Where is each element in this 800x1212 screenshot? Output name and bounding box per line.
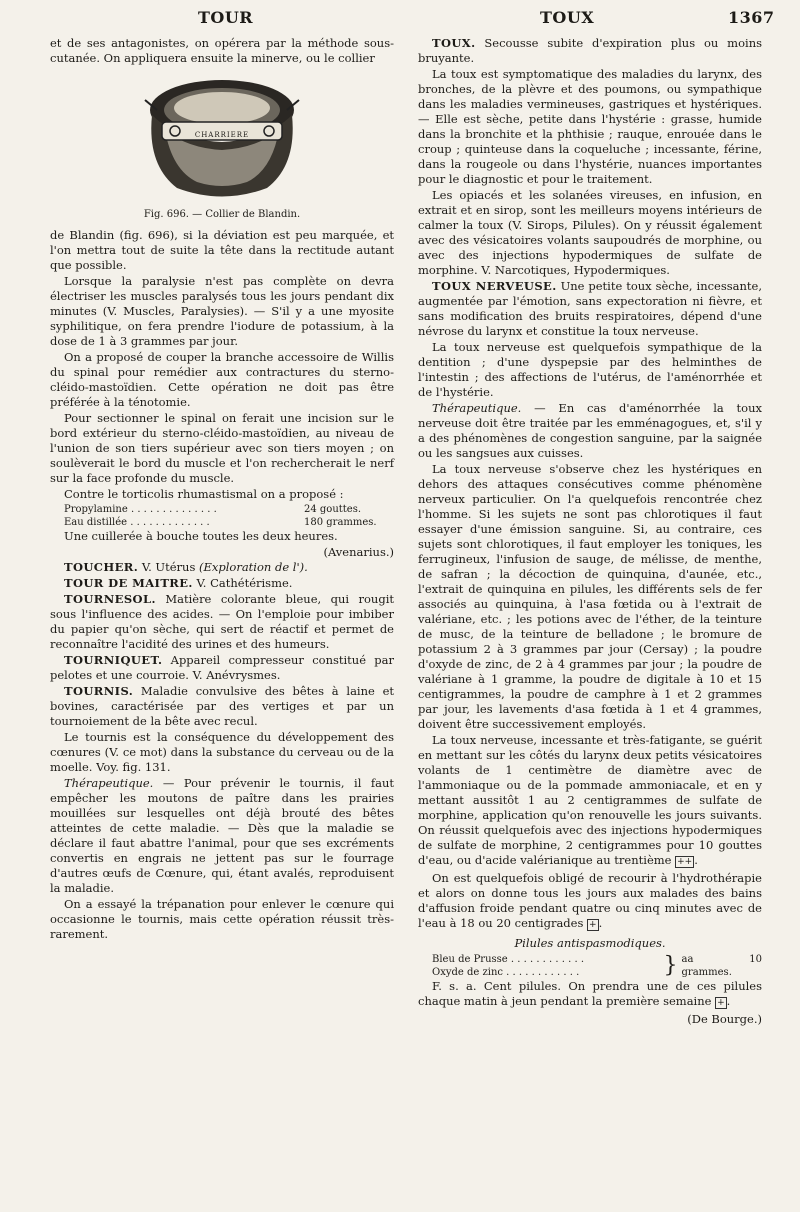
page-number: 1367 xyxy=(728,8,775,27)
formula-title: Pilules antispasmodiques. xyxy=(514,936,666,950)
paragraph: La toux nerveuse s'observe chez les hystériques en dehors des attaques consécutives comme phénomène nerveux particulier. On l'a quelquefois rencontrée chez l'homme. Si les sujets ne sont pas chlorotiques il faut essayer d'une émission sanguine. Si, au contraire, ces sujets sont chlorotiques, il faut employer les toniques, les ferrugineux, l'infusion de sauge, de mélisse, de menthe, de safran ; la décoction de quinquina, d'aunée, etc., l'extrait de quinquina en pilules, les différents sels de fer associés au quinquina, à l'asa fœtida ou à l'extrait de valériane, etc. ; les potions avec de l'éther, de la teinture de musc, de la teinture de belladone ; le bromure de potassium 2 à 3 grammes par jour (Cersay) ; la poudre d'oxyde de zinc, de 2 à 4 grammes par jour ; la poudre de valériane à 1 gramme, la poudre de digitale à 10 et 15 centigrammes, la poudre de camphre à 1 et 2 grammes par jour, les lavements d'asa fœtida à 1 et 4 grammes, doivent être successivement employés. xyxy=(418,462,762,731)
prescription-line xyxy=(50,516,394,529)
paragraph: On est quelquefois obligé de recourir à l'hydrothérapie et alors on donne tous les jours aux malades des bains d'affusion froide pendant quatre ou cinq minutes avec de l'eau à 18 ou 20 centigrades + . xyxy=(418,871,762,930)
headword: TOUR DE MAITRE. xyxy=(64,576,193,590)
source-citation: (De Bourge.) xyxy=(687,1012,762,1026)
paragraph: On a essayé la trépanation pour enlever le cœnure qui occasionne le tournis, mais cette opération réussit très-rarement. xyxy=(50,897,394,941)
entry-text: V. Utérus xyxy=(141,560,196,574)
running-head-center: TOUX xyxy=(540,8,595,27)
entry-text: Secousse subite d'expiration plus ou moins bruyante. xyxy=(418,36,762,65)
fraction-symbol: + xyxy=(589,920,597,930)
paragraph xyxy=(50,776,394,896)
headword: TOURNIS. xyxy=(64,684,134,698)
paragraph-text: On est quelquefois obligé de recourir à l'hydrothérapie et alors on donne tous les jours aux malades des bains d'affusion froide pendant quatre ou cinq minutes avec de l'eau à 18 ou 20 centigrades xyxy=(418,871,762,930)
paragraph: On a proposé de couper la branche accessoire de Willis du spinal pour remédier aux contractures du sterno-cléido-mastoïdien. Cette opération ne doit pas être préférée à la ténotomie. xyxy=(50,350,394,409)
ingredient-list xyxy=(432,953,660,979)
fraction-symbol: + xyxy=(717,998,725,1008)
entry-toux-nerveuse xyxy=(418,279,762,339)
headword: TOUX NERVEUSE. xyxy=(432,279,557,293)
headword: TOURNESOL. xyxy=(64,592,156,606)
entry-text: Une petite toux sèche, incessante, augmentée par l'émotion, sans expectoration ni fièvre, et sans modification des bruits respiratoires, dépend d'une névrose du larynx et constitue la toux nerveuse. xyxy=(418,279,762,338)
entry-reference: (Exploration de l'). xyxy=(199,560,308,574)
ingredient: Propylamine . . . . . . . . . . . . . . xyxy=(64,504,217,515)
paragraph: Une cuillerée à bouche toutes les deux heures. xyxy=(64,529,338,543)
source-citation: (Avenarius.) xyxy=(323,545,394,559)
paragraph-text: F. s. a. Cent pilules. On prendra une de ces pilules chaque matin à jeun pendant la première semaine xyxy=(418,979,762,1008)
figure-stamp: CHARRIERE xyxy=(194,131,250,139)
subheading: Thérapeutique. xyxy=(432,401,522,415)
paragraph: La toux nerveuse, incessante et très-fatigante, se guérit en mettant sur les côtés du larynx deux petits vésicatoires volants de 1 centimètre de diamètre avec de l'ammoniaque ou de la pommade ammoniacale, et en y mettant aussitôt 1 au 2 centigrammes de sulfate de morphine, application qu'on renouvelle les jours suivants. On réussit quelquefois avec des injections hypodermiques de sulfate de morphine, 2 centigrammes pour 10 gouttes d'eau, ou d'acide valérianique au trentième ++ . xyxy=(418,733,762,867)
right-column xyxy=(418,36,762,1027)
brace-icon: } xyxy=(663,953,678,978)
entry-text: Matière colorante bleue, qui rougit sous l'influence des acides. — On l'emploie pour imbiber du papier qu'on sèche, qui sert de réactif et permet de reconnaître l'acidité des urines et des humeurs. xyxy=(50,592,395,651)
entry-tournis xyxy=(50,684,394,729)
paragraph: Pour sectionner le spinal on ferait une incision sur le bord extérieur du sterno-cléido-mastoïdien, au niveau de l'union de son tiers supérieur avec son tiers moyen ; on soulèverait le bord du muscle et l'on rechercherait le nerf sur la face profonde du muscle. xyxy=(50,411,394,485)
paragraph: Les opiacés et les solanées vireuses, en infusion, en extrait et en sirop, sont les meilleurs moyens intérieurs de calmer la toux (V. Sirops, Pilules). On y réussit également avec des vésicatoires volants saupoudrés de morphine, ou avec des injections hypodermiques de sulfate de morphine. V. Narcotiques, Hypodermiques. xyxy=(418,188,762,277)
paragraph: Le tournis est la conséquence du développement des cœnures (V. ce mot) dans la substance du cerveau ou de la moelle. Voy. fig. 131. xyxy=(50,730,394,774)
entry-text: Appareil compresseur constitué par pelotes et une courroie. V. Anévrysmes. xyxy=(50,653,395,682)
paragraph-text: — En cas d'aménorrhée la toux nerveuse doit être traitée par les emménagogues, et, s'il y a des phénomènes de congestion sanguine, par la saignée ou les sangsues aux cuisses. xyxy=(418,401,762,460)
paragraph: de Blandin (fig. 696), si la déviation est peu marquée, et l'on mettra tout de suite la tête dans la rectitude autant que possible. xyxy=(50,228,394,272)
entry-toux xyxy=(418,36,762,66)
running-head-left: TOUR xyxy=(198,8,254,27)
paragraph-text: La toux nerveuse, incessante et très-fatigante, se guérit en mettant sur les côtés du larynx deux petits vésicatoires volants de 1 centimètre de diamètre avec de l'ammoniaque ou de la pommade ammoniacale, et en y mettant aussitôt 1 au 2 centigrammes de sulfate de morphine, application qu'on renouvelle les jours suivants. On réussit quelquefois avec des injections hypodermiques de sulfate de morphine, 2 centigrammes pour 10 gouttes d'eau, ou d'acide valérianique au trentième xyxy=(418,733,762,867)
paragraph: Lorsque la paralysie n'est pas complète on devra électriser les muscles paralysés tous les jours pendant dix minutes (V. Muscles, Paralysies). — S'il y a une myosite syphilitique, on fera prendre l'iodure de potassium, à la dose de 1 à 3 grammes par jour. xyxy=(50,274,394,348)
headword: TOUCHER. xyxy=(64,560,139,574)
figure-caption: Fig. 696. — Collier de Blandin. xyxy=(143,209,301,220)
fraction-symbol: ++ xyxy=(677,857,693,867)
ingredient: Oxyde de zinc . . . . . . . . . . . . xyxy=(432,967,580,978)
quantity: aa 10 grammes. xyxy=(681,954,762,978)
paragraph-text: — Pour prévenir le tournis, il faut empêcher les moutons de paître dans les prairies mouillées sur lesquelles ont déjà brouté des bêtes atteintes de cette maladie. — Dès que la maladie se déclare il faut abattre l'animal, pour que ses excréments convertis en engrais ne jettent pas sur le fourrage d'autres œufs de Cœnure, qui, étant avalés, reproduisent la maladie. xyxy=(50,776,395,895)
paragraph: La toux nerveuse est quelquefois sympathique de la dentition ; d'une dyspepsie par des helminthes de l'intestin ; des affections de l'utérus, de l'aménorrhée et de l'hystérie. xyxy=(418,340,762,399)
prescription-line xyxy=(50,503,394,516)
paragraph xyxy=(418,401,762,461)
left-column xyxy=(50,36,394,943)
quantity: 180 grammes. xyxy=(304,517,377,528)
paragraph: La toux est symptomatique des maladies du larynx, des bronches, de la plèvre et des poumons, ou sympathique dans les maladies vermineuses, gastriques et hystériques. — Elle est sèche, petite dans l'hystérie : grasse, humide dans la bronchite et la phthisie ; rauque, enrouée dans le croup ; quinteuse dans la coqueluche ; incessante, férine, dans la rougeole ou dans l'hystérie, nuances importantes pour le diagnostic et pour le traitement. xyxy=(418,67,762,186)
entry-tourniquet xyxy=(50,653,394,683)
entry-tour-de-maitre xyxy=(50,576,394,591)
ingredient: Eau distillée . . . . . . . . . . . . . xyxy=(64,517,210,528)
ingredient: Bleu de Prusse . . . . . . . . . . . . xyxy=(432,954,585,965)
paragraph: F. s. a. Cent pilules. On prendra une de ces pilules chaque matin à jeun pendant la première semaine + . xyxy=(418,979,762,1008)
paragraph: Contre le torticolis rhumastismal on a proposé : xyxy=(64,487,344,501)
entry-text: V. Cathétérisme. xyxy=(196,576,293,590)
entry-toucher xyxy=(50,560,394,575)
quantity: 24 gouttes. xyxy=(304,504,362,515)
prescription-group xyxy=(418,953,762,979)
headword: TOUX. xyxy=(432,36,476,50)
headword: TOURNIQUET. xyxy=(64,653,163,667)
entry-tournesol xyxy=(50,592,394,652)
paragraph: et de ses antagonistes, on opérera par la méthode sous-cutanée. On appliquera ensuite la minerve, ou le collier xyxy=(50,36,394,65)
entry-text: Maladie convulsive des bêtes à laine et bovines, caractérisée par des vertiges et par un tournoiement de la bête avec recul. xyxy=(50,684,395,728)
subheading: Thérapeutique. xyxy=(64,776,154,790)
